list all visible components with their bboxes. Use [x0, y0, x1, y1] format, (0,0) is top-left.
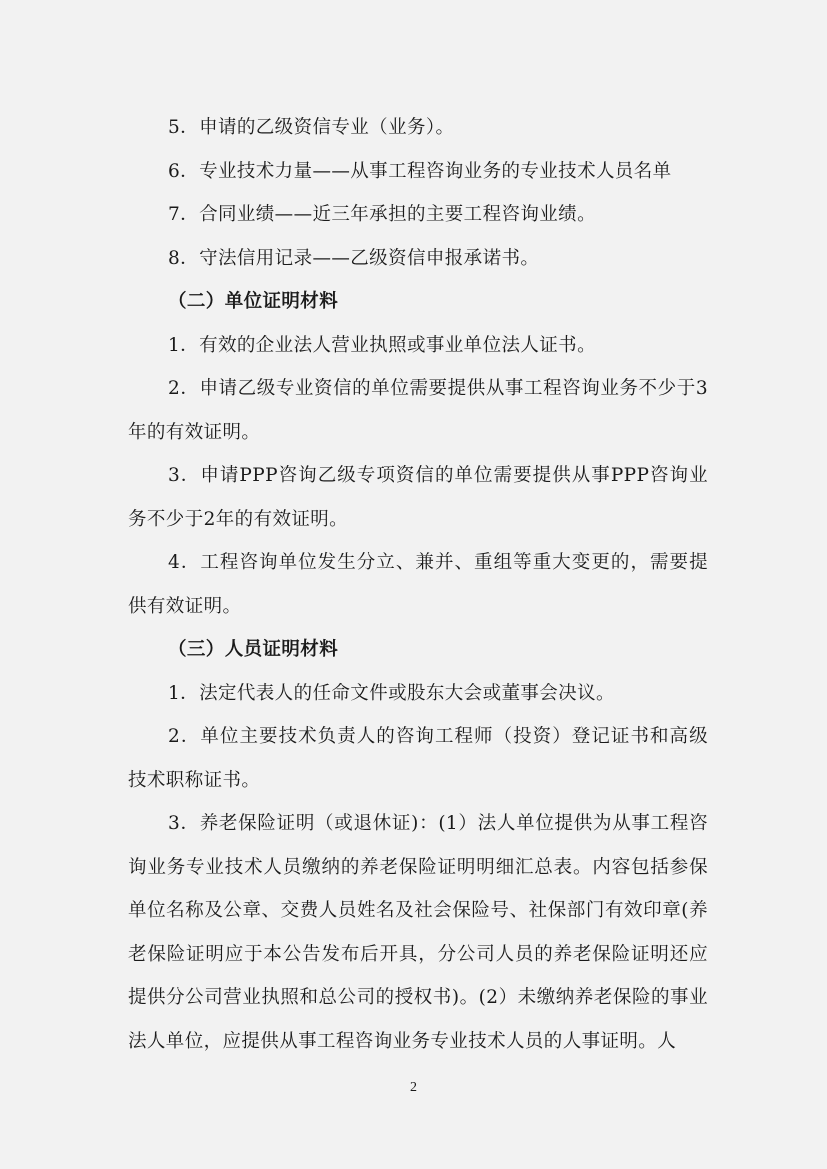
list-item-5: 5．申请的乙级资信专业（业务）。	[168, 117, 455, 138]
personnel-item-1: 1．法定代表人的任命文件或股东大会或董事会决议。	[168, 682, 615, 704]
unit-item-3: 3．申请PPP咨询乙级专项资信的单位需要提供从事PPP咨询业务不少于2年的有效证明。	[128, 465, 708, 530]
page-number: 2	[410, 1080, 417, 1095]
list-item-6: 6．专业技术力量——从事工程咨询业务的专业技术人员名单	[168, 160, 672, 182]
document-body	[128, 106, 708, 1063]
unit-item-4: 4．工程咨询单位发生分立、兼并、重组等重大变更的，需要提供有效证明。	[128, 552, 708, 617]
personnel-item-3: 3．养老保险证明（或退休证)：(1）法人单位提供为从事工程咨询业务专业技术人员缴纳的养老保险证明明细汇总表。内容包括参保单位名称及公章、交费人员姓名及社会保险号、社保部门有效印章(养老保险证明应于本公告发布后开具，分公司人员的养老保险证明还应提供分公司营业执照和总公司的授权书)。(2）未缴纳养老保险的事业法人单位，应提供从事工程咨询业务专业技术人员的人事证明。人	[128, 813, 708, 1052]
personnel-item-2: 2．单位主要技术负责人的咨询工程师（投资）登记证书和高级技术职称证书。	[128, 726, 708, 791]
section-heading-personnel-materials: （三）人员证明材料	[168, 639, 339, 660]
list-item-8: 8．守法信用记录——乙级资信申报承诺书。	[168, 247, 540, 269]
unit-item-2: 2．申请乙级专业资信的单位需要提供从事工程咨询业务不少于3年的有效证明。	[128, 378, 708, 443]
section-heading-unit-materials: （二）单位证明材料	[168, 291, 339, 312]
unit-item-1: 1．有效的企业法人营业执照或事业单位法人证书。	[168, 334, 596, 356]
list-item-7: 7．合同业绩——近三年承担的主要工程咨询业绩。	[168, 204, 596, 225]
